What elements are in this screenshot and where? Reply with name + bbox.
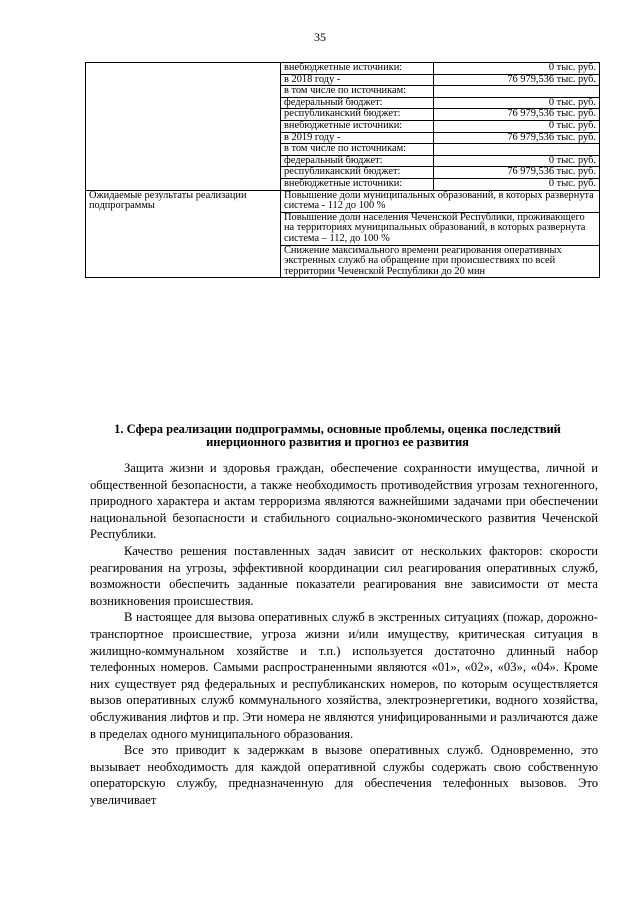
finance-label: в 2018 году -	[281, 74, 434, 86]
finance-label: в том числе по источникам:	[281, 86, 434, 98]
table-row	[86, 63, 600, 75]
finance-value: 76 979,536 тыс. руб.	[434, 132, 600, 144]
blank-cell	[86, 63, 281, 191]
finance-value: 0 тыс. руб.	[434, 63, 600, 75]
finance-value: 76 979,536 тыс. руб.	[434, 74, 600, 86]
table-row	[86, 190, 600, 212]
results-label: Ожидаемые результаты реализации подпрограммы	[86, 190, 281, 278]
finance-value	[434, 144, 600, 156]
paragraph: В настоящее для вызова оперативных служб в экстренных ситуациях (пожар, дорожно-транспортное происшествие, угроза жизни и/или имуществу, критическая ситуация в жилищно-коммунальном хозяйстве и т.п.) используется достаточно длинный набор телефонных номеров. Самыми распространенными являются «01», «02», «03», «04». Кроме них существует ряд федеральных и республиканских номеров, по которым осуществляется вызов оперативных служб коммунального хозяйства, электроэнергетики, водного хозяйства, обслуживания лифтов и пр. Эти номера не являются унифицированными и различаются даже в пределах одного муниципального образования.	[90, 610, 598, 741]
finance-value: 0 тыс. руб.	[434, 178, 600, 190]
finance-table	[85, 62, 600, 278]
result-item: Повышение доли муниципальных образований, в которых развернута система - 112 до 100 %	[281, 190, 600, 212]
finance-label: федеральный бюджет:	[281, 155, 434, 167]
finance-label: внебюджетные источники:	[281, 120, 434, 132]
finance-value: 0 тыс. руб.	[434, 155, 600, 167]
finance-label: в 2019 году -	[281, 132, 434, 144]
finance-label: федеральный бюджет:	[281, 97, 434, 109]
paragraph: Защита жизни и здоровья граждан, обеспечение сохранности имущества, личной и общественной безопасности, а также необходимость противодействия угрозам техногенного, природного характера и актам терроризма являются важнейшими задачами при обеспечении национальной безопасности и стабильного социально-экономического развития Чеченской Республики.	[90, 461, 598, 542]
finance-label: внебюджетные источники:	[281, 178, 434, 190]
finance-value: 76 979,536 тыс. руб.	[434, 109, 600, 121]
finance-value: 0 тыс. руб.	[434, 120, 600, 132]
finance-label: внебюджетные источники:	[281, 63, 434, 75]
paragraph: Качество решения поставленных задач зависит от нескольких факторов: скорости реагирования на угрозы, эффективной координации сил реагирования оперативных служб, возможности обеспечить заданные показатели реагирования вне зависимости от места возникновения происшествия.	[90, 543, 598, 608]
result-item: Повышение доли населения Чеченской Республики, проживающего на территориях муниципальных образований, в которых развернута система – 112, до 100 %	[281, 212, 600, 245]
finance-label: республиканский бюджет:	[281, 109, 434, 121]
result-item: Снижение максимального времени реагирования оперативных экстренных служб на обращение при происшествиях по всей территории Чеченской Республики до 20 мин	[281, 245, 600, 278]
finance-label: республиканский бюджет:	[281, 167, 434, 179]
page-number: 35	[314, 30, 326, 44]
finance-value: 76 979,536 тыс. руб.	[434, 167, 600, 179]
paragraph: Все это приводит к задержкам в вызове оперативных служб. Одновременно, это вызывает необходимость для каждой оперативной службы содержать свою собственную операторскую службу, предназначенную для обеспечения телефонных вызовов. Это увеличивает	[90, 743, 598, 807]
section-title: 1. Сфера реализации подпрограммы, основные проблемы, оценка последствий инерционного развития и прогноз ее развития	[114, 422, 561, 449]
body-text	[90, 460, 598, 808]
finance-value: 0 тыс. руб.	[434, 97, 600, 109]
finance-value	[434, 86, 600, 98]
finance-label: в том числе по источникам:	[281, 144, 434, 156]
